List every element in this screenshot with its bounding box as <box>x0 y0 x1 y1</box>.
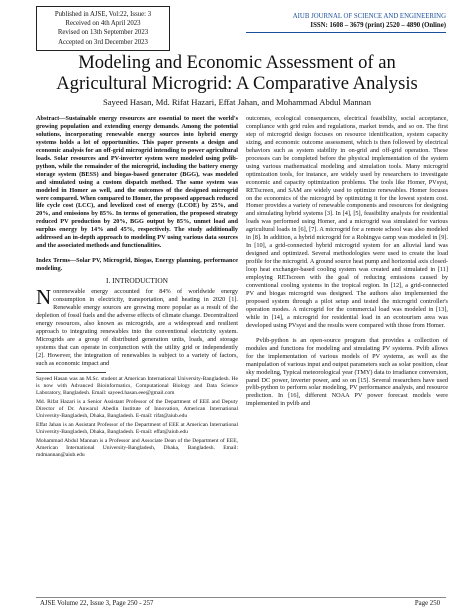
publication-info-box <box>36 6 170 51</box>
pub-line-3: Revised on 13th September 2023 <box>57 29 149 37</box>
footer-page-number: Page 250 <box>414 600 440 607</box>
header-rule <box>246 32 446 33</box>
footnote-author-1: Sayeed Hasan was an M.Sc. student at American International University-Bangladesh. He is now with Advanced Bioinformatics, Computational Biology and Data Science Laboratory, Bangladesh. Email: sayeed.hasan.eee@gmail.com <box>36 375 238 396</box>
journal-issn: ISSN: 1608 – 3679 (print) 2520 – 4890 (Online) <box>310 22 446 29</box>
body-paragraph-2: Pvlib-python is an open-source program that provides a collection of modules and functions for modeling and simulating PV systems. Pvlib allows for the implementation of various models of PV systems, as well as the manipulation of various input and output parameters such as solar position, clear sky modeling, Typical meteorological year (TMY) data to irradiance conversion, panel DC power, inverter power, and so on [15]. Several researchers have used pvlib-python to perform solar modeling, PV performance analysis, and resource prediction. In [16], different NOAA PV power forecast models were implemented in pvlib and <box>246 336 448 408</box>
footer-journal-info: AJSE Volume 22, Issue 3, Page 250 - 257 <box>40 600 154 607</box>
left-column <box>36 115 238 461</box>
index-terms: Index Terms—Solar PV, Microgrid, Biogas, Energy planning, performance modeling. <box>36 257 238 273</box>
body-paragraph-1: outcomes, ecological consequences, electrical feasibility, social acceptance, compliance with grid rules and regulations, market trends, and so on. The first step of microgrid design focuses on resource identification, system capacity sizing, and economic outcome assessment, which is then followed by electrical behaviors such as system stability in on-grid and off-grid operation. These processes can be completed before the physical implementation of the system using various mathematical modeling and simulation tools. Many microgrid optimization tools, for instance, are widely used by researchers to investigate economic and capacity optimization problems. The tools like Homer, PVsyst, RETscreen, and SAM are widely used to optimize renewables. Homer focuses on the economics of the microgrid by optimizing it for the lowest system cost. Homer provides a variety of renewable components and resources for designing and simulating hybrid systems [3]. In [4], [5], feasibility analysis for residential loads was performed using Homer, and a microgrid was simulated for various agricultural loads in [6], [7]. A microgrid for a remote school was also modeled in [8]. In addition, a hybrid microgrid for a Rohingya camp was modeled in [9]. In [10], a grid-connected hybrid microgrid system for an alluvial land was designed and optimized. Several methodologies were used to create the load profile for the microgrid. A ground source heat pump and horizontal axis closed-loop heat exchanger-based cooling system was created and simulated in [11] employing RETscreen with the goal of reducing emissions caused by conventional cooling systems in the tropical region. In [12], a grid-connected PV and biogas microgrid was designed. The authors also implemented the proposed system through a pilot setup and tested the microgrid controller's operation modes. A microgrid for the commercial load was modeled in [13], while in [14], a microgrid for residential load in an ecotourism area was developed using PVsyst and the results were compared with those from Homer. <box>246 115 448 329</box>
pub-line-4: Accepted on 3rd December 2023 <box>58 38 148 46</box>
abstract: Abstract—Sustainable energy resources are essential to meet the world's growing population and extending energy demands. Among the potential solutions, incorporating renewable energy sources into hybrid energy systems holds a lot of opportunities. This paper presents a design and economic analysis for an off-grid microgrid intending to power agricultural loads. Solar resources and PV-inverter system were modeled using pvlib-python, while the remainder of the microgrid, including the battery energy storage system (BESS) and biogas-based generator (BGG), was modeled and simulated using a custom dispatch method. The same system was modeled in Homer as well, and the outcomes of the designed microgrid were compared. When compared to Homer, the proposed approach reduced life cycle cost (LCC), and levelized cost of energy (LCOE) by 25%, and 20%, and emissions by 85%. In terms of generation, the proposed strategy reduced PV production by 20%, BGG output by 85%, unmet load and surplus energy by 14% and 45%, respectively. The study additionally addressed an in-depth approach to modeling PV using various data sources and the associated methods and functionalities. <box>36 115 238 250</box>
journal-header <box>246 12 446 33</box>
pub-line-1: Published in AJSE, Vol:22, Issue: 3 <box>54 11 152 18</box>
footnote-author-4: Mohammad Abdul Mannan is a Professor and Associate Dean of the Department of EEE, American International University-Bangladesh, Dhaka, Bangladesh. Email: mdmannan@aiub.edu <box>36 437 238 459</box>
footer-rule <box>36 597 446 598</box>
title-line-2: Agricultural Microgrid: A Comparative Analysis <box>56 73 418 94</box>
author-list: Sayeed Hasan, Md. Rifat Hazari, Effat Jahan, and Mohammad Abdul Mannan <box>102 97 372 107</box>
pub-line-2: Received on 4th April 2023 <box>65 20 141 28</box>
section-heading: I. INTRODUCTION <box>106 276 168 286</box>
drop-cap: N <box>36 285 52 310</box>
footnote-rule <box>36 372 106 373</box>
journal-name: AIUB JOURNAL OF SCIENCE AND ENGINEERING <box>292 13 446 20</box>
right-column <box>246 115 448 408</box>
intro-paragraph <box>36 285 238 368</box>
paper-title <box>20 52 454 94</box>
footnote-author-2: Md. Rifat Hazari is a Senior Assistant Professor of the Department of EEE and Deputy Director of Dr. Anwarul Abedin Institute of Innovation, American International University-Bangladesh, Dhaka, Bangladesh. E-mail: rifat@aiub.edu <box>36 398 238 419</box>
footnote-author-3: Effat Jahan is an Assistant Professor of the Department of EEE at American International University-Bangladesh, Dhaka, Bangladesh. E-mail: effat@aiub.edu <box>36 421 238 435</box>
title-line-1: Modeling and Economic Assessment of an <box>78 52 396 73</box>
intro-text: onrenewable energy accounted for 84% of worldwide energy consumption in electricity, transportation, and heating in 2020 [1]. Renewable energy sources are growing more popular as a result of the depletion of fossil fuels and the adverse effects of climate change. Decentralized energy resources, also known as microgrids, are a widespread and resilient approach to integrating renewables into the conventional electricity system. Microgrids are a group of distributed generation units, loads, and storage systems that can operate in conjunction with the utility grid or independently [2]. However, the integration of renewables is subject to a variety of factors, such as economic impact and <box>36 288 238 367</box>
